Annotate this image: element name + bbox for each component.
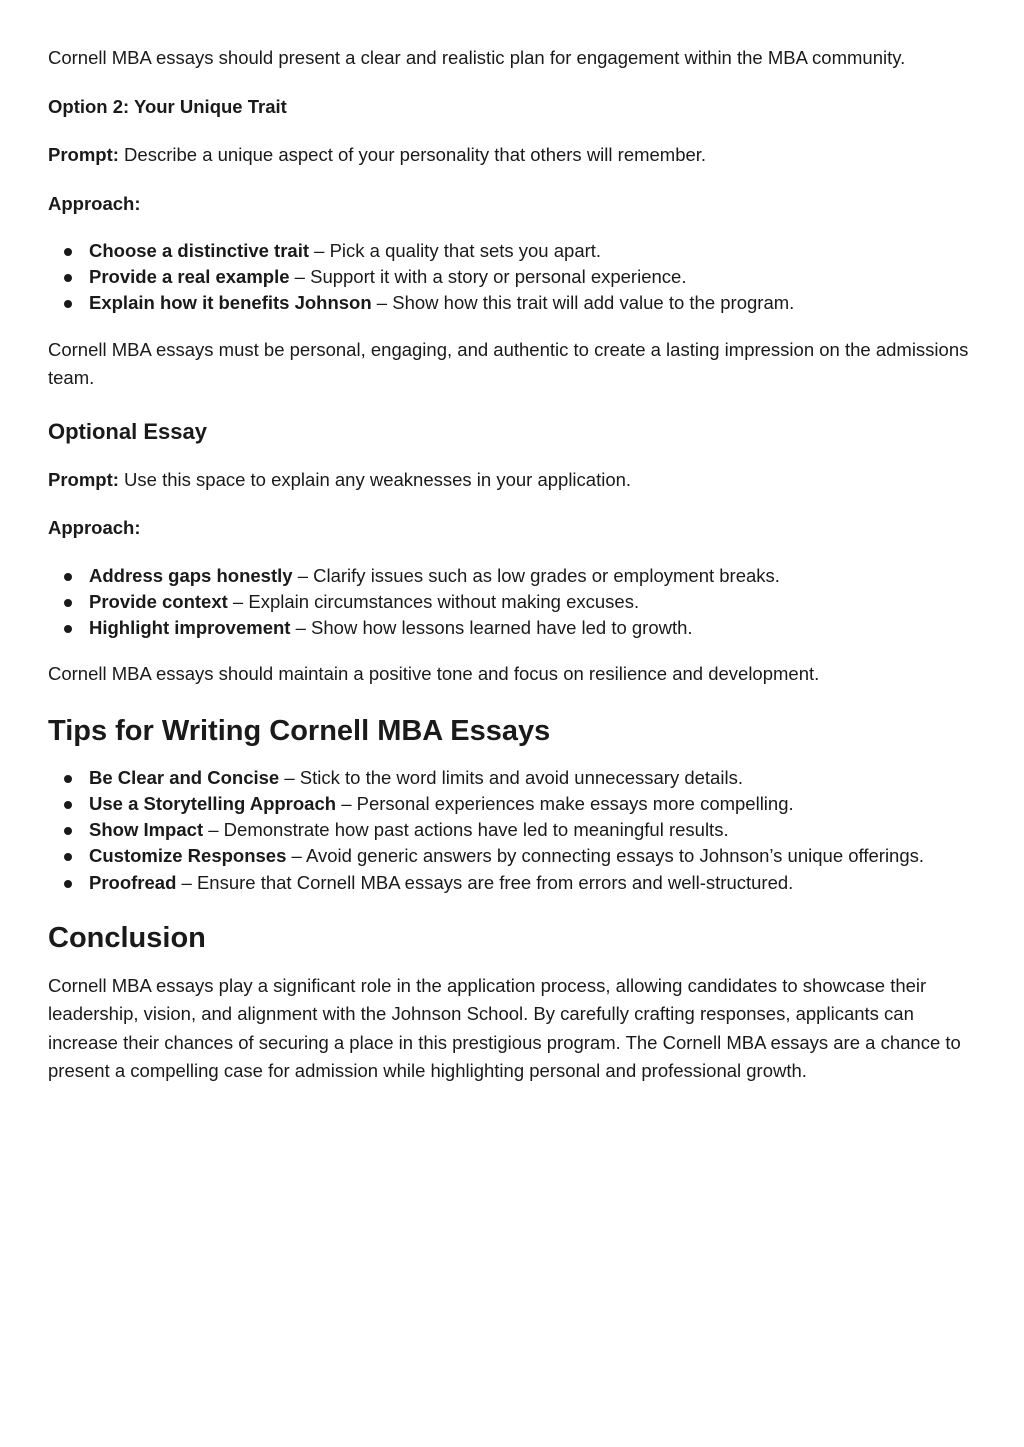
optional-essay-closing: Cornell MBA essays should maintain a positive tone and focus on resilience and development. bbox=[48, 663, 820, 685]
list-item-bold: Show Impact bbox=[89, 819, 204, 841]
option2-prompt bbox=[48, 141, 984, 170]
list-item bbox=[48, 843, 984, 869]
list-item-bold: Customize Responses bbox=[89, 845, 287, 867]
list-item bbox=[48, 290, 984, 316]
bullet-icon bbox=[64, 573, 72, 581]
optional-essay-approach-label: Approach: bbox=[48, 517, 141, 539]
optional-essay-prompt bbox=[48, 466, 984, 495]
list-item bbox=[48, 870, 984, 896]
list-item-bold: Be Clear and Concise bbox=[89, 766, 280, 788]
prompt-label: Prompt: bbox=[48, 468, 119, 490]
intro-paragraph: Cornell MBA essays should present a clear and realistic plan for engagement within the MBA community. bbox=[48, 47, 906, 68]
bullet-icon bbox=[64, 775, 72, 783]
conclusion-paragraph: Cornell MBA essays play a significant role in the application process, allowing candidates to showcase their leadership, vision, and alignment with the Johnson School. By carefully crafting responses, applicants can increase their chances of securing a place in this prestigious program. The Cornell MBA essays are a chance to present a compelling case for admission while highlighting personal and professional growth. bbox=[48, 974, 961, 1082]
list-item-text: – Clarify issues such as low grades or employment breaks. bbox=[292, 564, 780, 586]
prompt-text: Use this space to explain any weaknesses in your application. bbox=[118, 468, 632, 490]
list-item bbox=[48, 589, 984, 615]
list-item-bold: Explain how it benefits Johnson bbox=[89, 292, 372, 314]
bullet-icon bbox=[64, 827, 72, 835]
option2-heading: Option 2: Your Unique Trait bbox=[48, 95, 287, 117]
list-item bbox=[48, 817, 984, 843]
tips-list bbox=[48, 765, 984, 896]
list-item-text: – Pick a quality that sets you apart. bbox=[309, 240, 602, 261]
list-item bbox=[48, 791, 984, 817]
tips-heading: Tips for Writing Cornell MBA Essays bbox=[48, 714, 551, 747]
list-item-text: – Stick to the word limits and avoid unnecessary details. bbox=[279, 766, 743, 788]
bullet-icon bbox=[64, 801, 72, 809]
list-item-bold: Use a Storytelling Approach bbox=[89, 792, 337, 814]
list-item-text: – Explain circumstances without making excuses. bbox=[227, 590, 640, 612]
list-item-text: – Ensure that Cornell MBA essays are free from errors and well-structured. bbox=[176, 871, 794, 893]
option2-closing: Cornell MBA essays must be personal, engaging, and authentic to create a lasting impression on the admissions team. bbox=[48, 338, 969, 389]
conclusion-heading: Conclusion bbox=[48, 921, 206, 954]
list-item bbox=[48, 765, 984, 791]
list-item-bold: Highlight improvement bbox=[89, 617, 291, 639]
list-item-bold: Provide context bbox=[89, 590, 228, 612]
list-item-text: – Show how lessons learned have led to growth. bbox=[290, 617, 693, 639]
bullet-icon bbox=[64, 300, 72, 308]
list-item-bold: Provide a real example bbox=[89, 266, 290, 288]
list-item-text: – Demonstrate how past actions have led to meaningful results. bbox=[203, 819, 729, 841]
list-item bbox=[48, 615, 984, 641]
bullet-icon bbox=[64, 880, 72, 888]
bullet-icon bbox=[64, 248, 72, 256]
list-item-text: – Show how this trait will add value to the program. bbox=[371, 292, 795, 314]
list-item-text: – Avoid generic answers by connecting essays to Johnson’s unique offerings. bbox=[286, 845, 925, 867]
option2-approach-list bbox=[48, 238, 984, 317]
bullet-icon bbox=[64, 599, 72, 607]
list-item-text: – Support it with a story or personal experience. bbox=[289, 266, 687, 288]
list-item bbox=[48, 238, 984, 264]
bullet-icon bbox=[64, 274, 72, 282]
optional-essay-heading: Optional Essay bbox=[48, 418, 207, 444]
bullet-icon bbox=[64, 625, 72, 633]
list-item-text: – Personal experiences make essays more compelling. bbox=[336, 792, 794, 814]
list-item bbox=[48, 563, 984, 589]
list-item bbox=[48, 264, 984, 290]
prompt-text: Describe a unique aspect of your personality that others will remember. bbox=[118, 144, 707, 165]
list-item-bold: Address gaps honestly bbox=[89, 564, 293, 586]
bullet-icon bbox=[64, 853, 72, 861]
optional-essay-approach-list bbox=[48, 563, 984, 642]
list-item-bold: Choose a distinctive trait bbox=[89, 240, 309, 261]
list-item-bold: Proofread bbox=[89, 871, 177, 893]
document-page bbox=[48, 44, 984, 1086]
option2-approach-label: Approach: bbox=[48, 192, 141, 214]
prompt-label: Prompt: bbox=[48, 144, 119, 165]
